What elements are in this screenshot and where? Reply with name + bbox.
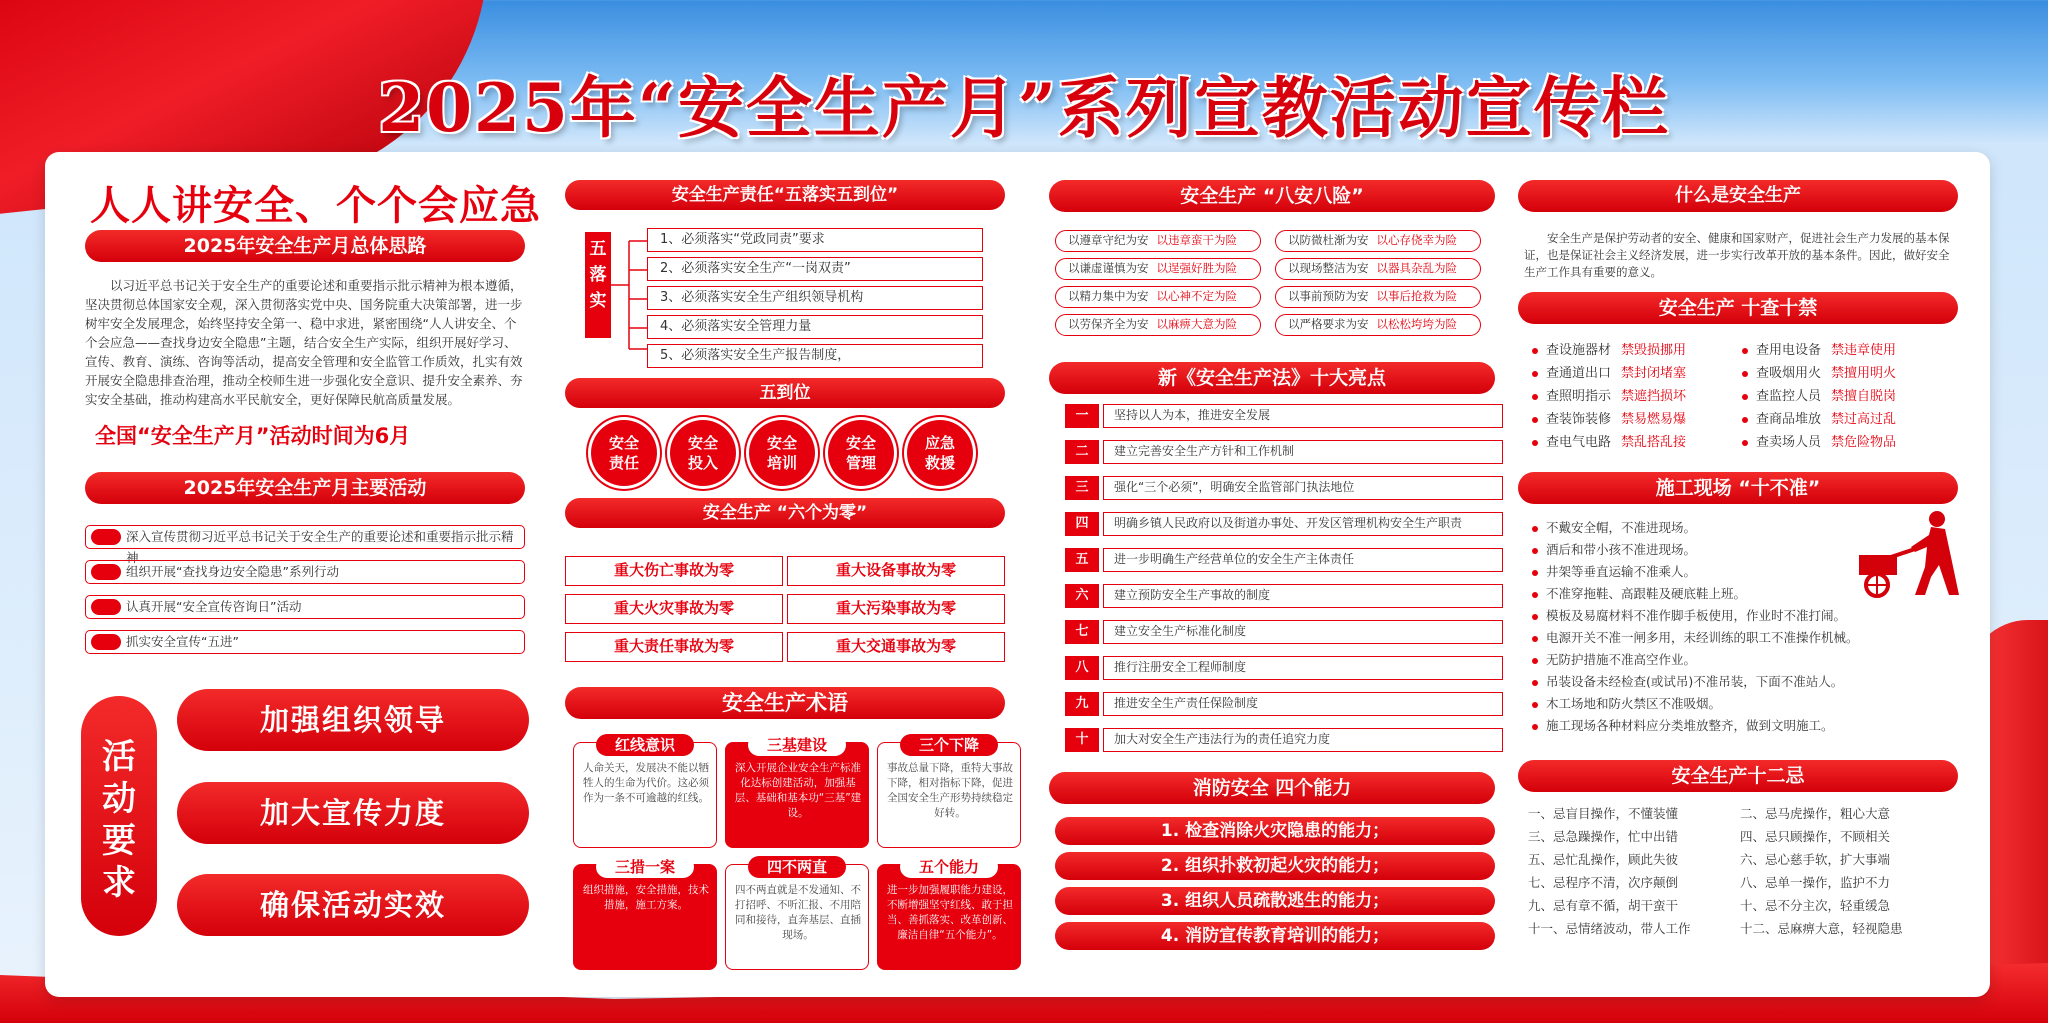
what-heading: 什么是安全生产 <box>1518 180 1958 212</box>
wlss-item: 1、必须落实“党政同责”要求 <box>647 228 983 252</box>
zero-item: 重大交通事故为零 <box>787 632 1005 662</box>
bullet-icon <box>1532 658 1538 664</box>
requirement-item: 确保活动实效 <box>177 874 529 936</box>
ba-item: 以事前预防为安 以事后抢救为险 <box>1275 286 1481 308</box>
worker-cart-icon <box>1855 507 1965 602</box>
wlss-heading: 安全生产责任“五落实五到位” <box>565 180 1005 210</box>
activity-item: 深入宣传贯彻习近平总书记关于安全生产的重要论述和重要指示批示精神 <box>85 525 525 549</box>
activity-item: 组织开展“查找身边安全隐患”系列行动 <box>85 560 525 584</box>
taboo-heading: 安全生产十二忌 <box>1518 760 1958 792</box>
site-heading: 施工现场 “十不准” <box>1518 472 1958 504</box>
board-panel <box>45 152 1990 997</box>
law-item-number: 三 <box>1065 476 1099 500</box>
activity-time-note: 全国“安全生产月”活动时间为6月 <box>95 424 411 448</box>
column-law <box>1045 152 1505 997</box>
taboo-item: 一、忌盲目操作，不懂装懂 <box>1528 806 1679 821</box>
check-item: 查照明指示 禁遮挡损坏 <box>1532 388 1686 406</box>
bullet-icon <box>1532 348 1538 354</box>
bullet-icon <box>1532 548 1538 554</box>
law-item-text: 坚持以人为本，推进安全发展 <box>1103 404 1503 428</box>
site-rule-item: 模板及易腐材料不准作脚手板使用，作业时不准打闹。 <box>1532 606 1846 626</box>
check-item: 查设施器材 禁毁损挪用 <box>1532 342 1686 360</box>
fire-ability-item: 1. 检查消除火灾隐患的能力； <box>1055 817 1495 845</box>
ba-item: 以遵章守纪为安 以违章蛮干为险 <box>1055 230 1261 252</box>
law-item-number: 一 <box>1065 404 1099 428</box>
law-item-text: 明确乡镇人民政府以及街道办事处、开发区管理机构安全生产职责 <box>1103 512 1503 536</box>
bullet-icon <box>1532 680 1538 686</box>
wlss-item: 5、必须落实安全生产报告制度， <box>647 344 983 368</box>
what-text: 安全生产是保护劳动者的安全、健康和国家财产，促进社会生产力发展的基本保证，也是保证社会主义经济发展，进一步实行改革开放的基本条件。因此，做好安全生产工作具有重要的意义。 <box>1524 231 1950 279</box>
law-item-number: 七 <box>1065 620 1099 644</box>
taboo-item: 十一、忌情绪波动，带人工作 <box>1528 921 1691 936</box>
bullet-icon <box>1532 440 1538 446</box>
bullet-icon <box>1532 636 1538 642</box>
taboo-item: 五、忌忙乱操作，顾此失彼 <box>1528 852 1679 867</box>
wdw-circle: 应急 救援 <box>907 420 973 486</box>
wlss-item: 4、必须落实安全管理力量 <box>647 315 983 339</box>
taboo-item: 二、忌马虎操作，粗心大意 <box>1740 806 1891 821</box>
law-item-number: 四 <box>1065 512 1099 536</box>
activity-item: 认真开展“安全宣传咨询日”活动 <box>85 595 525 619</box>
term-card: 五个能力 进一步加强履职能力建设，不断增强坚守红线、敢于担当、善抓落实、改革创新、廉洁自律“五个能力”。 <box>877 864 1021 970</box>
site-rule-item: 吊装设备未经检查(或试吊)不准吊装，下面不准站人。 <box>1532 672 1843 692</box>
term-card: 红线意识 人命关天，发展决不能以牺牲人的生命为代价。这必须作为一条不可逾越的红线。 <box>573 742 717 848</box>
term-card: 三个下降 事故总量下降，重特大事故下降，相对指标下降，促进全国安全生产形势持续稳定好转。 <box>877 742 1021 848</box>
law-item-number: 九 <box>1065 692 1099 716</box>
zero-heading: 安全生产 “六个为零” <box>565 498 1005 528</box>
requirement-item: 加大宣传力度 <box>177 782 529 844</box>
activities-heading: 2025年安全生产月主要活动 <box>85 472 525 504</box>
ba-item: 以防微杜渐为安 以心存侥幸为险 <box>1275 230 1481 252</box>
requirement-item: 加强组织领导 <box>177 689 529 751</box>
fire-heading: 消防安全 四个能力 <box>1049 772 1495 804</box>
site-rule-item: 电源开关不准一闸多用，未经训练的职工不准操作机械。 <box>1532 628 1859 648</box>
zero-item: 重大设备事故为零 <box>787 556 1005 586</box>
site-rule-item: 井架等垂直运输不准乘人。 <box>1532 562 1696 582</box>
zero-item: 重大伤亡事故为零 <box>565 556 783 586</box>
bullet-icon <box>1532 614 1538 620</box>
fire-ability-item: 3. 组织人员疏散逃生的能力； <box>1055 887 1495 915</box>
page-title: 2025年“安全生产月”系列宣教活动宣传栏 <box>378 69 1670 147</box>
site-rule-item: 施工现场各种材料应分类堆放整齐，做到文明施工。 <box>1532 716 1834 736</box>
ba-item: 以精力集中为安 以心神不定为险 <box>1055 286 1261 308</box>
column-rules <box>1510 152 1980 997</box>
taboo-item: 七、忌程序不清，次序颠倒 <box>1528 875 1679 890</box>
ba-heading: 安全生产 “八安八险” <box>1049 180 1495 212</box>
check-item: 查用电设备 禁违章使用 <box>1742 342 1896 360</box>
bullet-icon <box>1742 417 1748 423</box>
slogan: 人人讲安全、个个会应急 <box>90 183 541 229</box>
law-item-text: 强化“三个必须”，明确安全监管部门执法地位 <box>1103 476 1503 500</box>
law-item-number: 八 <box>1065 656 1099 680</box>
zero-item: 重大污染事故为零 <box>787 594 1005 624</box>
activity-item: 抓实安全宣传“五进” <box>85 630 525 654</box>
check-item: 查商品堆放 禁过高过乱 <box>1742 411 1896 429</box>
check-item: 查监控人员 禁擅自脱岗 <box>1742 388 1896 406</box>
law-item-text: 加大对安全生产违法行为的责任追究力度 <box>1103 728 1503 752</box>
check-item: 查通道出口 禁封闭堵塞 <box>1532 365 1686 383</box>
law-item-text: 推进安全生产责任保险制度 <box>1103 692 1503 716</box>
wlss-item: 2、必须落实安全生产“一岗双责” <box>647 257 983 281</box>
bullet-icon <box>1532 417 1538 423</box>
term-card: 三基建设 深入开展企业安全生产标准化达标创建活动，加强基层、基础和基本功“三基”建设。 <box>725 742 869 848</box>
site-rule-item: 不戴安全帽，不准进现场。 <box>1532 518 1696 538</box>
ba-item: 以严格要求为安 以松松垮垮为险 <box>1275 314 1481 336</box>
bullet-icon <box>1532 724 1538 730</box>
check-item: 查电气电路 禁乱搭乱接 <box>1532 434 1686 452</box>
bullet-icon <box>1532 371 1538 377</box>
site-rule-item: 无防护措施不准高空作业。 <box>1532 650 1696 670</box>
overview-heading: 2025年安全生产月总体思路 <box>85 230 525 262</box>
zero-item: 重大火灾事故为零 <box>565 594 783 624</box>
ba-item: 以现场整洁为安 以器具杂乱为险 <box>1275 258 1481 280</box>
check-item: 查装饰装修 禁易燃易爆 <box>1532 411 1686 429</box>
taboo-item: 十、忌不分主次，轻重缓急 <box>1740 898 1891 913</box>
bullet-icon <box>1532 592 1538 598</box>
law-item-number: 二 <box>1065 440 1099 464</box>
fire-ability-item: 4. 消防宣传教育培训的能力； <box>1055 922 1495 950</box>
bullet-icon <box>1532 526 1538 532</box>
taboo-item: 八、忌单一操作，监护不力 <box>1740 875 1891 890</box>
term-card: 四不两直 四不两直就是不发通知、不打招呼、不听汇报、不用陪同和接待，直奔基层、直插现场。 <box>725 864 869 970</box>
wdw-circle: 安全 培训 <box>749 420 815 486</box>
bullet-icon <box>1532 394 1538 400</box>
law-item-text: 建立安全生产标准化制度 <box>1103 620 1503 644</box>
site-rule-item: 不准穿拖鞋、高跟鞋及硬底鞋上班。 <box>1532 584 1746 604</box>
taboo-item: 四、忌只顾操作，不顾相关 <box>1740 829 1891 844</box>
terms-heading: 安全生产术语 <box>565 687 1005 719</box>
fire-ability-item: 2. 组织扑救初起火灾的能力； <box>1055 852 1495 880</box>
law-heading: 新《安全生产法》十大亮点 <box>1049 362 1495 394</box>
wdw-circle: 安全 管理 <box>828 420 894 486</box>
bullet-icon <box>91 599 121 615</box>
law-item-text: 推行注册安全工程师制度 <box>1103 656 1503 680</box>
taboo-item: 十二、忌麻痹大意，轻视隐患 <box>1740 921 1903 936</box>
zero-item: 重大责任事故为零 <box>565 632 783 662</box>
bullet-icon <box>1742 440 1748 446</box>
law-item-number: 五 <box>1065 548 1099 572</box>
ba-item: 以劳保齐全为安 以麻痹大意为险 <box>1055 314 1261 336</box>
bullet-icon <box>1742 348 1748 354</box>
law-item-number: 六 <box>1065 584 1099 608</box>
wdw-heading: 五到位 <box>565 378 1005 408</box>
bracket-connector-icon <box>611 232 651 352</box>
check-item: 查吸烟用火 禁擅用明火 <box>1742 365 1896 383</box>
wlss-vertical-label: 五 落 实 <box>585 232 611 338</box>
bullet-icon <box>1532 570 1538 576</box>
site-rule-item: 酒后和带小孩不准进现场。 <box>1532 540 1696 560</box>
column-responsibility <box>555 152 1025 997</box>
taboo-item: 六、忌心慈手软，扩大事端 <box>1740 852 1891 867</box>
wlss-item: 3、必须落实安全生产组织领导机构 <box>647 286 983 310</box>
bullet-icon <box>91 529 121 545</box>
wdw-circle: 安全 责任 <box>591 420 657 486</box>
overview-text: 以习近平总书记关于安全生产的重要论述和重要指示批示精神为根本遵循，坚决贯彻总体国家安全观，深入贯彻落实党中央、国务院重大决策部署，进一步树牢安全发展理念，始终坚持安全第一、稳中求进，紧密围绕“人人讲安全、个个会应急——查找身边安全隐患”主题，结合安全生产实际，组织开展好学习、宣传、教育、演练、咨询等活动，提高安全管理和安全监管工作质效，扎实有效开展安全隐患排查治理，推动全校师生进一步强化安全意识、提升安全素养、夯实安全基础，推动构建高水平民航安全，更好保障民航高质量发展。 <box>85 278 523 407</box>
ba-item: 以谦虚谨慎为安 以逞强好胜为险 <box>1055 258 1261 280</box>
law-item-text: 建立预防安全生产事故的制度 <box>1103 584 1503 608</box>
check-item: 查卖场人员 禁危险物品 <box>1742 434 1896 452</box>
bullet-icon <box>91 634 121 650</box>
taboo-item: 九、忌有章不循，胡干蛮干 <box>1528 898 1679 913</box>
wdw-circle: 安全 投入 <box>670 420 736 486</box>
check-heading: 安全生产 十查十禁 <box>1518 292 1958 324</box>
site-rule-item: 木工场地和防火禁区不准吸烟。 <box>1532 694 1721 714</box>
law-item-text: 建立完善安全生产方针和工作机制 <box>1103 440 1503 464</box>
law-item-number: 十 <box>1065 728 1099 752</box>
column-overview <box>45 152 555 997</box>
requirements-tag: 活 动 要 求 <box>81 696 157 936</box>
bullet-icon <box>1742 394 1748 400</box>
bullet-icon <box>1532 702 1538 708</box>
bullet-icon <box>1742 371 1748 377</box>
bullet-icon <box>91 564 121 580</box>
term-card: 三措一案 组织措施，安全措施，技术措施，施工方案。 <box>573 864 717 970</box>
law-item-text: 进一步明确生产经营单位的安全生产主体责任 <box>1103 548 1503 572</box>
taboo-item: 三、忌急躁操作，忙中出错 <box>1528 829 1679 844</box>
